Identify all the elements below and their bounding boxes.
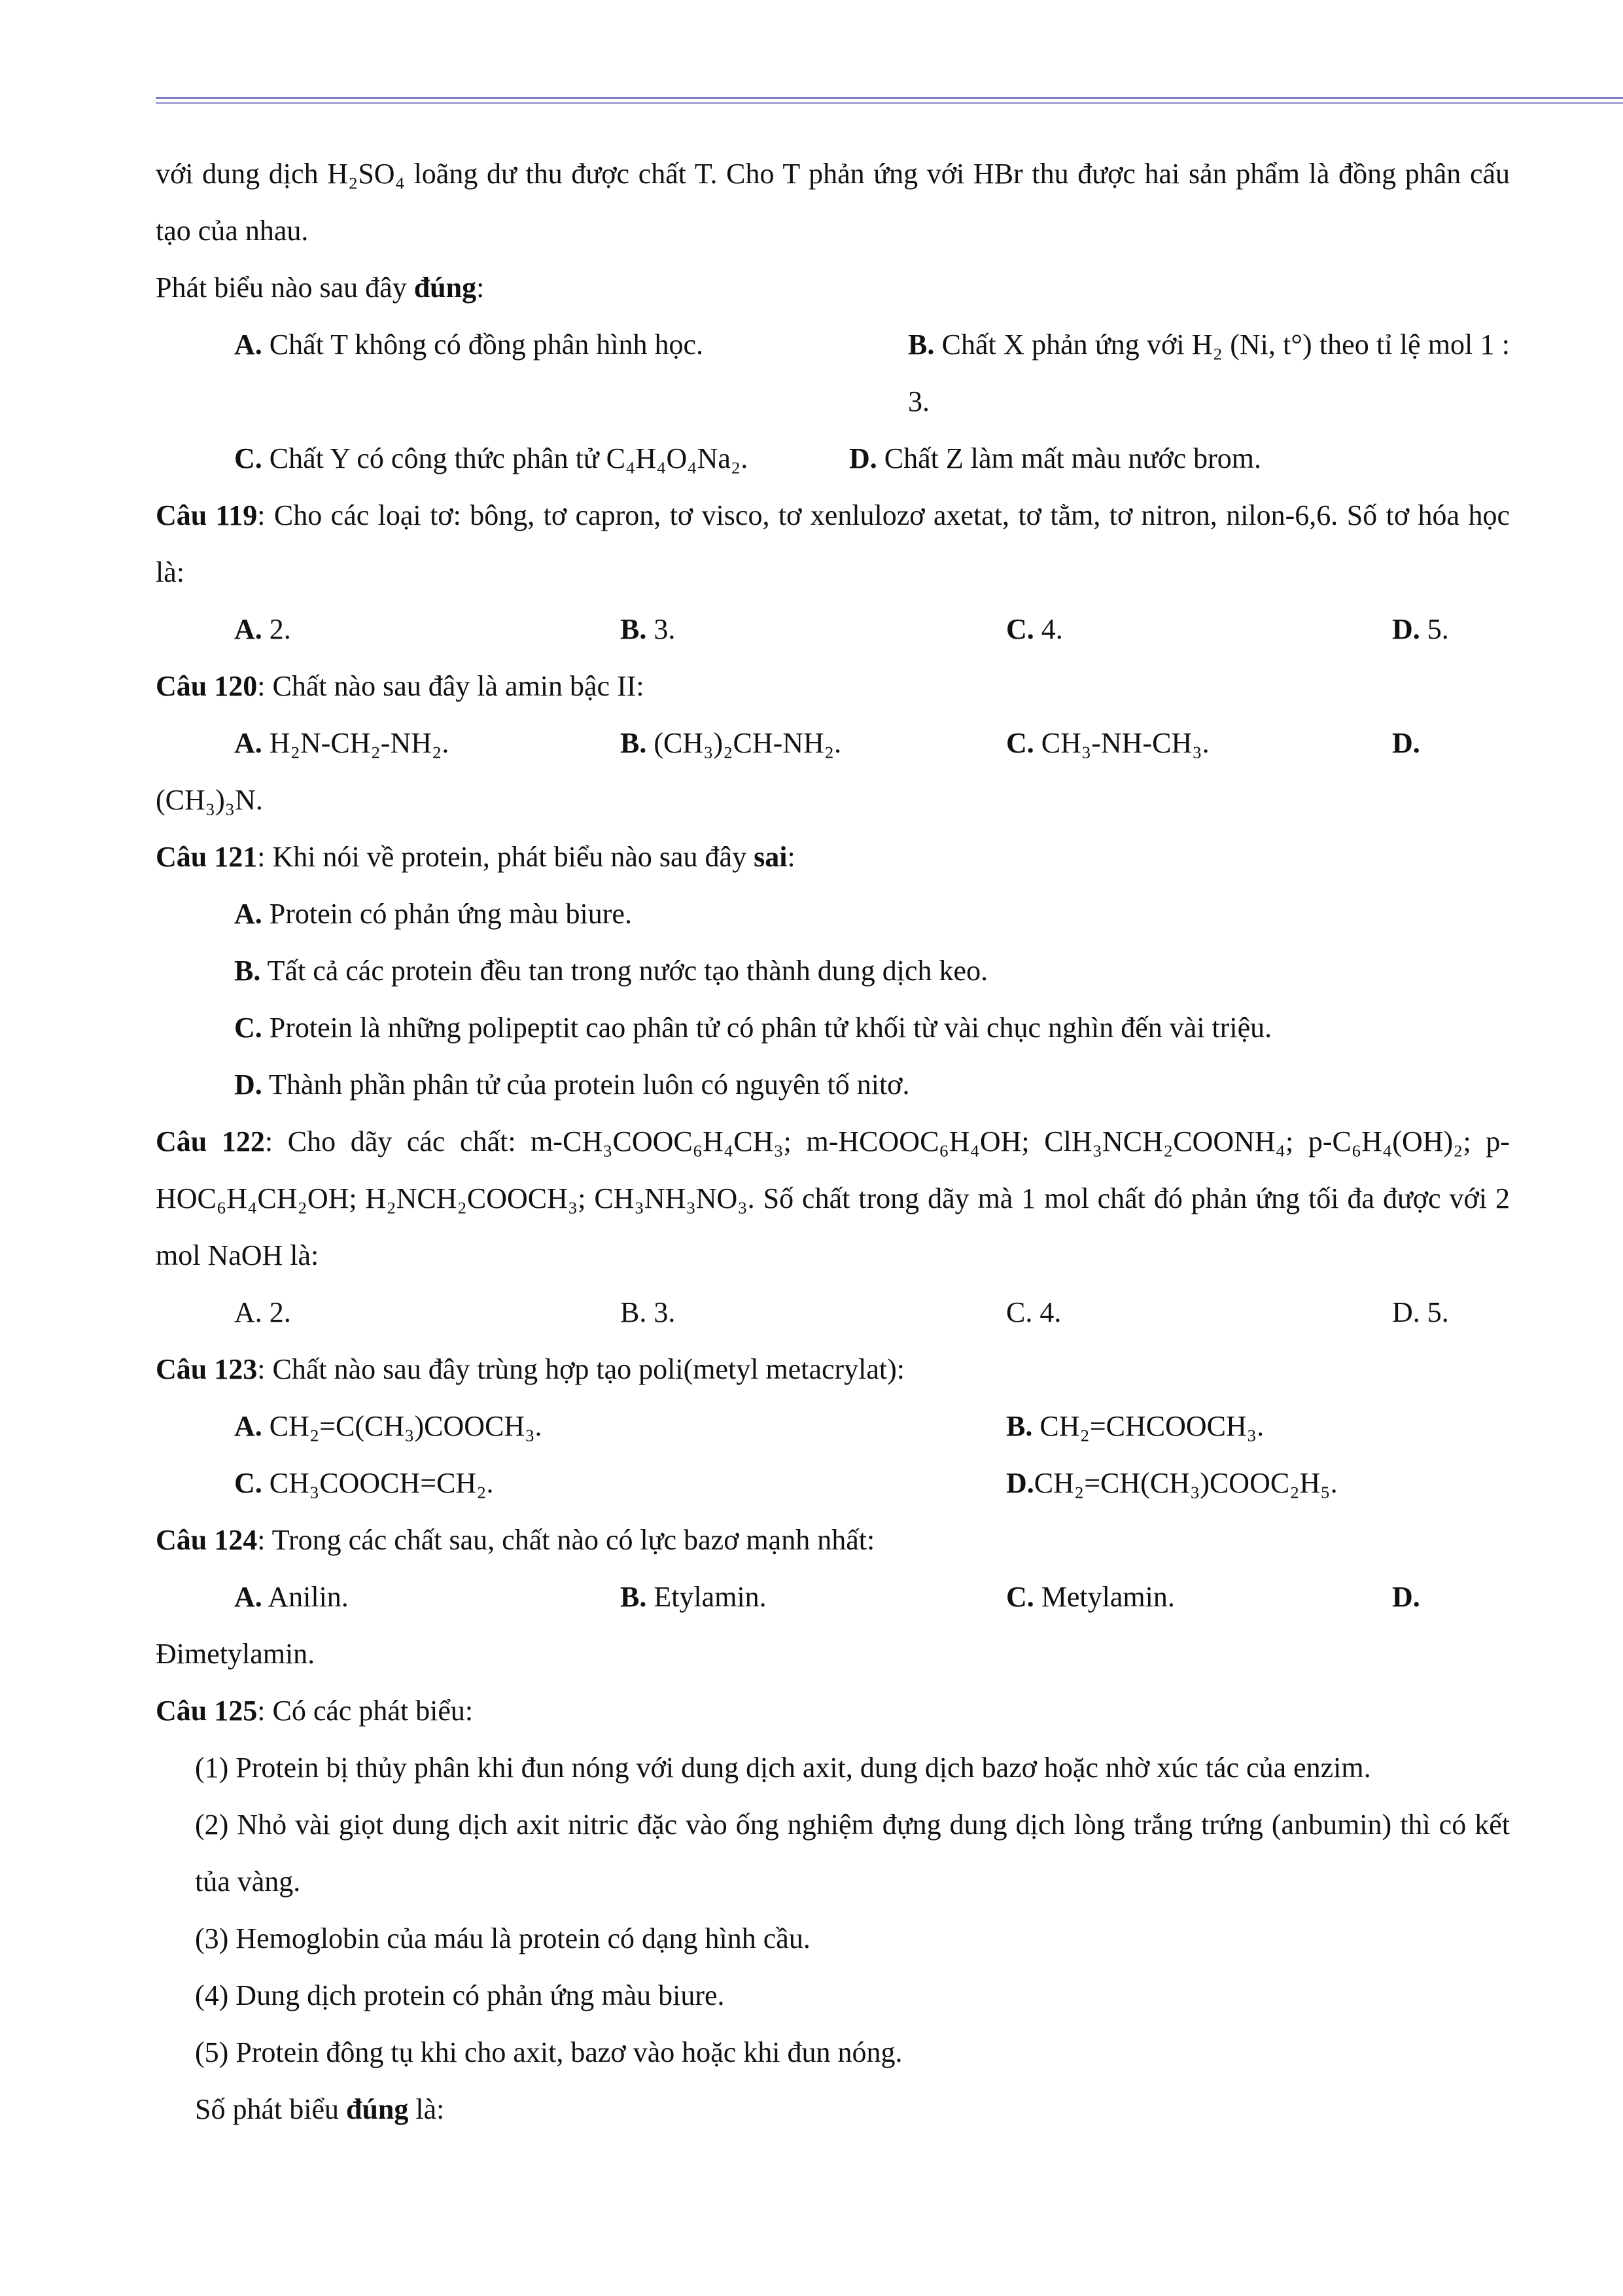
q125-label: Câu 125: [156, 1695, 258, 1727]
intro-question-pre: Phát biểu nào sau đây: [156, 272, 414, 304]
q125-final-pre: Số phát biểu: [195, 2093, 346, 2125]
q123-option-c-label: C.: [234, 1467, 262, 1499]
intro-option-d-text: Chất Z làm mất màu nước brom.: [884, 442, 1261, 474]
q123-label: Câu 123: [156, 1353, 258, 1385]
q122-option-a[interactable]: A. 2.: [234, 1296, 291, 1328]
q121-option-c-text: Protein là những polipeptit cao phân tử có phân tử khối từ vài chục nghìn đến vài triệu.: [269, 1012, 1272, 1044]
header-rule-bottom: [156, 102, 1623, 104]
q121-option-d-text: Thành phần phân tử của protein luôn có nguyên tố nitơ.: [269, 1069, 910, 1101]
intro-question-bold: đúng: [413, 272, 477, 304]
q120-option-b-text: (CH₃)₂CH-NH₂.: [654, 727, 842, 759]
q121-label: Câu 121: [156, 841, 258, 873]
q121-option-c[interactable]: [156, 999, 1510, 1056]
intro-option-a-label: A.: [234, 328, 262, 361]
q125-statement-2: [156, 1796, 1510, 1910]
q120-option-d[interactable]: [1392, 715, 1510, 771]
q122-option-b[interactable]: B. 3.: [620, 1296, 676, 1328]
q119-option-a-text: 2.: [269, 613, 291, 645]
q120-option-a[interactable]: [234, 715, 620, 771]
q123-option-b-label: B.: [1006, 1410, 1033, 1442]
q121-option-a-label: A.: [234, 898, 262, 930]
q121-stem: [156, 828, 1510, 885]
q120-option-c-label: C.: [1006, 727, 1034, 759]
q121-option-b-text: Tất cả các protein đều tan trong nước tạo thành dung dịch keo.: [267, 955, 988, 987]
q125-statement-4: (4) Dung dịch protein có phản ứng màu biure.: [195, 1979, 725, 2011]
q119-label: Câu 119: [156, 499, 258, 531]
q121-option-a-text: Protein có phản ứng màu biure.: [269, 898, 632, 930]
q122-label: Câu 122: [156, 1125, 265, 1157]
q122-text: : Cho dãy các chất: m-CH₃COOC₆H₄CH₃; m-HCOOC₆H₄OH; ClH₃NCH₂COONH₄; p-C₆H₄(OH)₂; p-HOC₆H₄CH₂OH; H₂NCH₂COOCH₃; CH₃NH₃NO₃. Số chất trong dãy mà 1 mol chất đó phản ứng tối đa được với 2 mol NaOH là:: [156, 1125, 1510, 1271]
q121-option-b-label: B.: [234, 955, 261, 987]
intro-option-c[interactable]: [234, 430, 849, 487]
q123-option-a[interactable]: [234, 1398, 1006, 1455]
q120-option-b[interactable]: [620, 715, 1006, 771]
q123-stem: [156, 1341, 1510, 1398]
intro-option-b-text: Chất X phản ứng với H₂ (Ni, t°) theo tỉ lệ mol 1 : 3.: [908, 328, 1510, 417]
q125-final-question: [156, 2081, 1510, 2138]
q119-option-b-text: 3.: [654, 613, 676, 645]
q120-option-c-text: CH₃-NH-CH₃.: [1041, 727, 1210, 759]
q124-stem: [156, 1511, 1510, 1568]
q124-option-c-text: Metylamin.: [1041, 1581, 1175, 1613]
q119-text: : Cho các loại tơ: bông, tơ capron, tơ visco, tơ xenlulozơ axetat, tơ tằm, tơ nitron, nilon-6,6. Số tơ hóa học là:: [156, 499, 1510, 588]
q120-options: [156, 715, 1510, 771]
q124-option-b[interactable]: [620, 1568, 1006, 1625]
q120-text: : Chất nào sau đây là amin bậc II:: [257, 670, 644, 702]
intro-text: với dung dịch H₂SO₄ loãng dư thu được chất T. Cho T phản ứng với HBr thu được hai sản phẩm là đồng phân cấu tạo của nhau.: [156, 158, 1510, 247]
q124-options: [156, 1568, 1510, 1625]
q121-text-post: :: [787, 841, 795, 873]
q123-option-a-label: A.: [234, 1410, 262, 1442]
q119-option-a-label: A.: [234, 613, 262, 645]
intro-option-c-text: Chất Y có công thức phân tử C₄H₄O₄Na₂.: [269, 442, 748, 474]
q123-option-d-text: CH₂=CH(CH₃)COOC₂H₅.: [1034, 1467, 1338, 1499]
q122-stem: [156, 1113, 1510, 1284]
q120-option-d-label: D.: [1392, 727, 1420, 759]
q123-text: : Chất nào sau đây trùng hợp tạo poli(metyl metacrylat):: [257, 1353, 905, 1385]
header-rule-top: [156, 97, 1623, 99]
q124-option-a[interactable]: [234, 1568, 620, 1625]
q124-option-d-text[interactable]: Đimetylamin.: [156, 1638, 315, 1670]
q124-option-c[interactable]: [1006, 1568, 1392, 1625]
intro-option-d[interactable]: [849, 430, 1510, 487]
q120-option-b-label: B.: [620, 727, 647, 759]
q120-label: Câu 120: [156, 670, 258, 702]
q125-statement-1: (1) Protein bị thủy phân khi đun nóng với dung dịch axit, dung dịch bazơ hoặc nhờ xúc tác của enzim.: [195, 1752, 1371, 1784]
q119-options: [156, 601, 1510, 658]
q119-option-c-label: C.: [1006, 613, 1034, 645]
q123-option-b-text: CH₂=CHCOOCH₃.: [1039, 1410, 1265, 1442]
q125-stem: [156, 1682, 1510, 1739]
intro-option-b-label: B.: [908, 328, 935, 361]
intro-question-post: :: [476, 272, 485, 304]
document-page: [156, 145, 1510, 2138]
q121-option-d-label: D.: [234, 1069, 262, 1101]
q119-option-c[interactable]: [1006, 601, 1392, 658]
q121-option-c-label: C.: [234, 1012, 262, 1044]
q119-stem: [156, 487, 1510, 601]
q120-stem: [156, 658, 1510, 715]
intro-option-a-text: Chất T không có đồng phân hình học.: [269, 328, 703, 361]
q124-option-b-label: B.: [620, 1581, 647, 1613]
q121-option-a[interactable]: [156, 885, 1510, 942]
q123-option-c-text: CH₃COOCH=CH₂.: [269, 1467, 494, 1499]
intro-options-row2: [156, 430, 1510, 487]
q119-option-d-text: 5.: [1427, 613, 1449, 645]
q123-option-d[interactable]: [1006, 1455, 1510, 1511]
q121-text-bold: sai: [754, 841, 788, 873]
q119-option-a[interactable]: [234, 601, 620, 658]
q125-statement-3: (3) Hemoglobin của máu là protein có dạng hình cầu.: [195, 1922, 811, 1954]
q122-option-d[interactable]: D. 5.: [1392, 1296, 1449, 1328]
q125-final-post: là:: [408, 2093, 445, 2125]
q123-option-d-label: D.: [1006, 1467, 1034, 1499]
q121-text-pre: : Khi nói về protein, phát biểu nào sau đây: [257, 841, 754, 873]
q125-final-bold: đúng: [345, 2093, 409, 2125]
q124-option-c-label: C.: [1006, 1581, 1034, 1613]
q122-options: [156, 1284, 1510, 1341]
q119-option-d[interactable]: [1392, 601, 1510, 658]
q123-option-a-text: CH₂=C(CH₃)COOCH₃.: [269, 1410, 542, 1442]
q123-options-row2: [156, 1455, 1510, 1511]
q120-option-d-text[interactable]: (CH₃)₃N.: [156, 784, 263, 816]
q124-text: : Trong các chất sau, chất nào có lực bazơ mạnh nhất:: [257, 1524, 875, 1556]
q123-options-row1: [156, 1398, 1510, 1455]
q121-option-b[interactable]: [156, 942, 1510, 999]
q119-option-d-label: D.: [1392, 613, 1420, 645]
q124-option-a-text: Anilin.: [268, 1581, 349, 1613]
q125-statement-5: (5) Protein đông tụ khi cho axit, bazơ vào hoặc khi đun nóng.: [195, 2036, 903, 2068]
intro-option-d-label: D.: [849, 442, 877, 474]
q120-option-a-label: A.: [234, 727, 262, 759]
q123-option-b[interactable]: [1006, 1398, 1510, 1455]
q121-option-d[interactable]: [156, 1056, 1510, 1113]
q124-option-b-text: Etylamin.: [654, 1581, 767, 1613]
q124-label: Câu 124: [156, 1524, 258, 1556]
q120-option-a-text: H₂N-CH₂-NH₂.: [269, 727, 449, 759]
intro-question: [156, 259, 1510, 316]
intro-option-a[interactable]: [234, 316, 849, 373]
q123-option-c[interactable]: [234, 1455, 1006, 1511]
q124-option-d[interactable]: [1392, 1568, 1510, 1625]
q122-option-c[interactable]: C. 4.: [1006, 1296, 1062, 1328]
q125-statement-2-text: (2) Nhỏ vài giọt dung dịch axit nitric đặc vào ống nghiệm đựng dung dịch lòng trắng trứng (anbumin) thì có kết tủa vàng.: [195, 1809, 1510, 1898]
intro-option-c-label: C.: [234, 442, 262, 474]
q119-option-c-text: 4.: [1041, 613, 1063, 645]
q119-option-b-label: B.: [620, 613, 647, 645]
q119-option-b[interactable]: [620, 601, 1006, 658]
q120-option-c[interactable]: [1006, 715, 1392, 771]
q124-option-d-label: D.: [1392, 1581, 1420, 1613]
q124-option-a-label: A.: [234, 1581, 262, 1613]
q125-text: : Có các phát biểu:: [257, 1695, 474, 1727]
